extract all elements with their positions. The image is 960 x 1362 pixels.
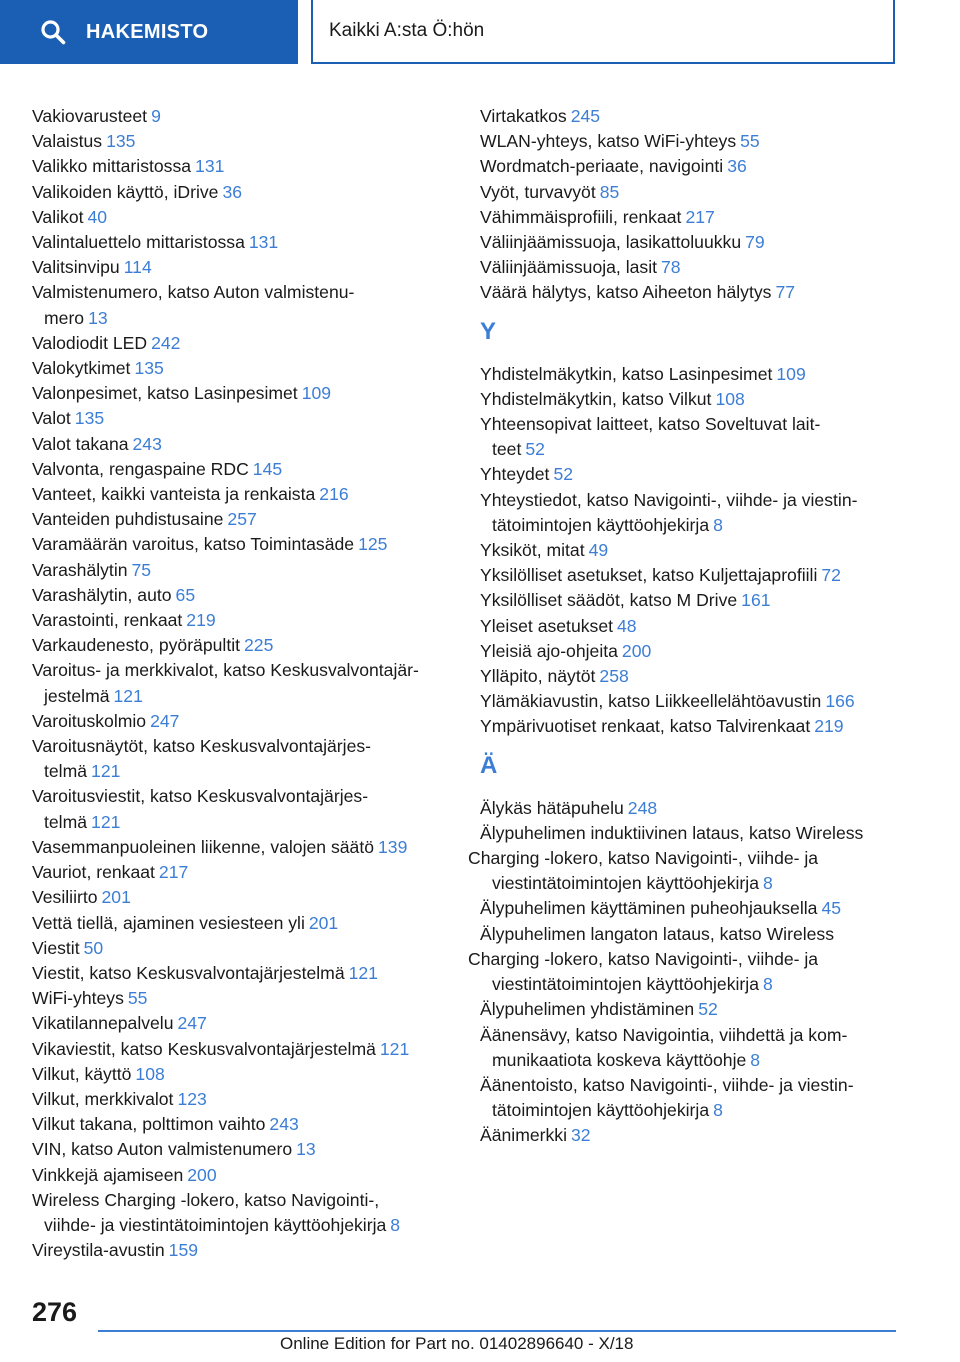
index-entry-text: Vilkut, merkkivalot (32, 1088, 174, 1109)
page-link[interactable]: 257 (227, 509, 257, 530)
index-entry (32, 1037, 462, 1062)
index-entry-text: tätoimintojen käyttöohjekirja (492, 514, 710, 535)
page-link[interactable]: 201 (101, 887, 131, 908)
index-entry (32, 608, 462, 633)
page-link[interactable]: 109 (776, 363, 806, 384)
page-link[interactable]: 13 (296, 1139, 316, 1160)
index-entry (32, 104, 462, 129)
index-entry (480, 588, 900, 613)
page-link[interactable]: 121 (91, 761, 121, 782)
page-link[interactable]: 52 (553, 464, 574, 485)
page-link[interactable]: 248 (627, 797, 658, 818)
index-entry (32, 129, 462, 154)
page-link[interactable]: 121 (379, 1038, 410, 1059)
index-entry (480, 205, 900, 230)
page-link[interactable]: 108 (135, 1063, 165, 1084)
index-entry (32, 532, 462, 557)
page-link[interactable]: 52 (698, 999, 718, 1020)
index-entry (480, 1098, 900, 1123)
index-entry-text: Valintaluettelo mittaristossa (32, 232, 245, 253)
index-entry (480, 362, 900, 387)
index-entry (32, 205, 462, 230)
page-link[interactable]: 49 (588, 540, 609, 561)
page-number: 276 (32, 1297, 78, 1327)
index-entry (480, 563, 900, 588)
index-entry-text: Vauriot, renkaat (32, 862, 155, 883)
page-link[interactable]: 219 (814, 716, 844, 737)
page-link[interactable]: 166 (825, 691, 855, 712)
index-entry-text: Valonpesimet, katso Lasinpesimet (32, 383, 298, 404)
page-link[interactable]: 78 (661, 257, 681, 278)
page-link[interactable]: 121 (348, 962, 378, 983)
index-entry-text: Yksilölliset asetukset, katso Kuljettajaprofiili (480, 565, 818, 586)
index-entry-text: Ylämäkiavustin, katso Liikkeellelähtöavustin (480, 691, 822, 712)
page-link[interactable]: 135 (106, 131, 136, 152)
page-link[interactable]: 216 (319, 484, 349, 505)
index-entry-text: Valot (32, 408, 71, 429)
page-link[interactable]: 8 (713, 1100, 723, 1121)
page-link[interactable]: 55 (740, 131, 760, 152)
index-entry (32, 633, 462, 658)
page-link[interactable]: 201 (308, 912, 339, 933)
index-column-right (468, 104, 900, 1149)
page-link[interactable]: 217 (685, 206, 715, 227)
page-link[interactable]: 145 (252, 458, 283, 479)
page-link[interactable]: 109 (301, 383, 332, 404)
index-entry-text: Vasemmanpuoleinen liikenne, valojen säätö (32, 836, 374, 857)
index-entry (32, 1011, 462, 1036)
index-entry-text: Älypuhelimen yhdistäminen (480, 999, 695, 1020)
page-link[interactable]: 161 (741, 590, 771, 611)
index-entry (32, 255, 462, 280)
index-entry (32, 381, 462, 406)
page-link[interactable]: 114 (123, 257, 152, 278)
index-entry-text: Vikaviestit, katso Keskusvalvontajärjestelmä (32, 1038, 376, 1059)
index-entry-text: Äänimerkki (480, 1125, 568, 1146)
index-entry-text: Valikko mittaristossa (32, 156, 192, 177)
index-entry (480, 387, 900, 412)
index-entry (32, 911, 462, 936)
page-link[interactable]: 50 (83, 937, 104, 958)
page-link[interactable]: 8 (713, 514, 723, 535)
page-link[interactable]: 135 (134, 358, 164, 379)
index-entry-line: Yhteensopivat laitteet, katso Soveltuvat lait‐ (480, 414, 821, 435)
index-entry-text: Valaistus (32, 131, 103, 152)
index-entry-text: tätoimintojen käyttöohjekirja (492, 1100, 710, 1121)
page-link[interactable]: 75 (131, 559, 152, 580)
page-link[interactable]: 72 (821, 565, 841, 586)
index-entry (480, 639, 900, 664)
index-entry-text: Yleisiä ajo-ohjeita (480, 640, 618, 661)
index-entry-text: Varkaudenesto, pyöräpultit (32, 635, 240, 656)
index-entry (480, 104, 900, 129)
index-entry (32, 306, 462, 331)
index-entry-text: Wordmatch-periaate, navigointi (480, 156, 724, 177)
index-entry (32, 860, 462, 885)
index-entry (480, 255, 900, 280)
index-entry (480, 972, 900, 997)
index-entry-text: Ylläpito, näytöt (480, 666, 596, 687)
index-entry-text: Varashälytin (32, 559, 128, 580)
index-entry (32, 1062, 462, 1087)
index-entry-text: telmä (44, 811, 88, 832)
index-entry-text: Vettä tiellä, ajaminen vesiesteen yli (32, 912, 305, 933)
index-entry-line: Valmistenumero, katso Auton valmistenu‐ (32, 282, 355, 303)
index-entry (480, 796, 900, 821)
index-entry (32, 356, 462, 381)
index-entry (32, 1238, 462, 1263)
index-entry-line: Varoitus- ja merkkivalot, katso Keskusvalvontajär‐ (32, 660, 419, 681)
index-entry-text: WiFi-yhteys (32, 988, 124, 1009)
index-entry (32, 759, 462, 784)
index-entry (480, 997, 900, 1022)
index-entry (32, 1112, 462, 1137)
page-link[interactable]: 125 (358, 534, 388, 555)
index-entry (32, 583, 462, 608)
index-entry-text: WLAN-yhteys, katso WiFi-yhteys (480, 131, 737, 152)
page-link[interactable]: 225 (244, 635, 274, 656)
index-entry-text: Vikatilannepalvelu (32, 1013, 174, 1034)
index-entry-text: Yhdistelmäkytkin, katso Vilkut (480, 388, 712, 409)
page-link[interactable]: 139 (378, 836, 408, 857)
index-entry-text: teet (492, 439, 522, 460)
page-link[interactable]: 8 (750, 1049, 761, 1070)
index-entry-text: munikaatiota koskeva käyttöohje (492, 1049, 747, 1070)
page-link[interactable]: 77 (775, 282, 796, 303)
page-link[interactable]: 108 (715, 388, 745, 409)
index-entry-text: Vyöt, turvavyöt (480, 181, 596, 202)
index-entry-text: Yksilölliset säädöt, katso M Drive (480, 590, 738, 611)
page-link[interactable]: 8 (390, 1214, 401, 1235)
index-entry-text: telmä (44, 761, 88, 782)
index-entry-line: Äänensävy, katso Navigointia, viihdettä ja kom‐ (480, 1024, 848, 1045)
page-link[interactable]: 32 (571, 1125, 591, 1146)
index-entry (32, 835, 462, 860)
page-link[interactable]: 131 (248, 232, 279, 253)
search-icon (40, 19, 66, 45)
page-link[interactable]: 247 (150, 710, 180, 731)
page-link[interactable]: 85 (599, 181, 620, 202)
index-entry (32, 230, 462, 255)
page-link[interactable]: 48 (617, 615, 637, 636)
index-entry (32, 507, 462, 532)
footer-edition: Online Edition for Part no. 01402896640 - X/18 (280, 1334, 634, 1353)
index-entry-text: Vilkut, käyttö (32, 1063, 132, 1084)
page-link[interactable]: 121 (91, 811, 121, 832)
index-entry (480, 614, 900, 639)
index-entry-text: Yhteydet (480, 464, 550, 485)
index-entry-text: Väärä hälytys, katso Aiheeton hälytys (480, 282, 772, 303)
index-entry (32, 1213, 462, 1238)
page-link[interactable]: 45 (821, 898, 842, 919)
page-link[interactable]: 52 (525, 439, 545, 460)
index-entry (480, 689, 900, 714)
page-link[interactable]: 243 (269, 1114, 299, 1135)
index-entry-text: Varastointi, renkaat (32, 610, 183, 631)
page-link[interactable]: 79 (745, 232, 765, 253)
index-tab[interactable] (0, 0, 298, 64)
index-entry-text: Valikoiden käyttö, iDrive (32, 181, 219, 202)
index-entry (480, 1123, 900, 1148)
index-entry (480, 896, 900, 921)
index-entry-text: Vilkut takana, polttimon vaihto (32, 1114, 266, 1135)
index-entry (480, 280, 900, 305)
index-entry-text: jestelmä (44, 685, 110, 706)
page-link[interactable]: 13 (88, 307, 108, 328)
index-entry-line: Charging -lokero, katso Navigointi-, viihde- ja (468, 848, 819, 869)
index-entry-text: Valitsinvipu (32, 257, 120, 278)
index-entry-line: Varoitusnäytöt, katso Keskusvalvontajärjes‐ (32, 736, 372, 757)
index-entry-text: Valodiodit LED (32, 332, 148, 353)
page-link[interactable]: 36 (727, 156, 747, 177)
index-entry (480, 871, 900, 896)
page-link[interactable]: 123 (177, 1088, 207, 1109)
index-entry-text: VIN, katso Auton valmistenumero (32, 1139, 293, 1160)
index-entry (32, 432, 462, 457)
index-entry-text: Virtakatkos (480, 106, 567, 126)
index-entry-text: Valvonta, rengaspaine RDC (32, 458, 249, 479)
page-link[interactable]: 245 (570, 106, 601, 126)
index-entry (32, 684, 462, 709)
page-link[interactable]: 247 (177, 1013, 207, 1034)
page-link[interactable]: 258 (599, 666, 629, 687)
index-entry-text: Älypuhelimen käyttäminen puheohjauksella (480, 898, 818, 919)
index-entry-text: Vanteet, kaikki vanteista ja renkaista (32, 484, 316, 505)
index-entry-text: Varoituskolmio (32, 710, 147, 731)
index-entry (480, 180, 900, 205)
footer-divider (98, 1330, 896, 1332)
index-entry-text: Väliinjäämissuoja, lasikattoluukku (480, 232, 742, 253)
index-entry-text: Vähimmäisprofiili, renkaat (480, 206, 682, 227)
index-column-left (32, 104, 462, 1263)
index-entry-text: Viestit, katso Keskusvalvontajärjestelmä (32, 962, 345, 983)
index-entry (32, 986, 462, 1011)
index-tab-label: HAKEMISTO (86, 20, 209, 43)
page-link[interactable]: 159 (168, 1240, 199, 1261)
index-entry (32, 885, 462, 910)
index-letter-heading: Ä (480, 751, 498, 779)
index-entry (480, 154, 900, 179)
index-entry-text: mero (44, 307, 85, 328)
index-entry (480, 538, 900, 563)
index-entry-text: viestintätoimintojen käyttöohjekirja (492, 873, 759, 894)
page-link[interactable]: 65 (175, 584, 196, 605)
index-entry-text: viestintätoimintojen käyttöohjekirja (492, 974, 759, 995)
page-link[interactable]: 9 (151, 106, 161, 126)
index-entry-line: Varoitusviestit, katso Keskusvalvontajärjes‐ (32, 786, 369, 807)
page-link[interactable]: 55 (127, 988, 148, 1009)
index-entry-text: Ympärivuotiset renkaat, katso Talvirenkaat (480, 716, 811, 737)
index-entry (480, 437, 900, 462)
index-entry-text: Vakiovarusteet (32, 106, 148, 126)
page-link[interactable]: 8 (762, 974, 773, 995)
index-entry-text: Vanteiden puhdistusaine (32, 509, 224, 530)
index-entry (480, 664, 900, 689)
index-entry (32, 1137, 462, 1162)
index-entry (480, 462, 900, 487)
index-entry (32, 1087, 462, 1112)
index-entry-text: viihde- ja viestintätoimintojen käyttöohjekirja (44, 1214, 387, 1235)
page-link[interactable]: 8 (762, 873, 773, 894)
index-entry-text: Valot takana (32, 433, 129, 454)
page-link[interactable]: 200 (621, 640, 652, 661)
page-link[interactable]: 219 (186, 610, 216, 631)
page-link[interactable]: 217 (158, 862, 189, 883)
index-entry (32, 1163, 462, 1188)
index-entry-text: Yleiset asetukset (480, 615, 614, 636)
index-entry (32, 331, 462, 356)
index-entry (32, 406, 462, 431)
index-entry (480, 129, 900, 154)
page-link[interactable]: 135 (74, 408, 105, 429)
index-entry-text: Valokytkimet (32, 358, 131, 379)
index-entry-text: Valikot (32, 206, 84, 227)
index-entry-line: Charging -lokero, katso Navigointi-, viihde- ja (468, 948, 819, 969)
index-letter-heading: Y (480, 317, 497, 345)
page-link[interactable]: 40 (87, 206, 108, 227)
index-entry (32, 558, 462, 583)
index-entry-line: Wireless Charging -lokero, katso Navigointi-, (32, 1189, 380, 1210)
index-entry-text: Viestit (32, 937, 80, 958)
index-entry-line: Äänentoisto, katso Navigointi-, viihde- ja viestin‐ (480, 1074, 854, 1095)
index-entry-line: Älypuhelimen langaton lataus, katso Wireless (480, 923, 835, 944)
index-entry-text: Yhdistelmäkytkin, katso Lasinpesimet (480, 363, 773, 384)
index-entry (32, 961, 462, 986)
index-entry (32, 180, 462, 205)
index-entry (480, 230, 900, 255)
index-entry-text: Väliinjäämissuoja, lasit (480, 257, 657, 278)
index-entry-text: Vesiliirto (32, 887, 98, 908)
index-entry-text: Yksiköt, mitat (480, 540, 585, 561)
index-entry-text: Vinkkejä ajamiseen (32, 1164, 184, 1185)
index-entry (480, 1048, 900, 1073)
page-link[interactable]: 243 (132, 433, 162, 454)
index-entry (32, 810, 462, 835)
index-entry (480, 714, 900, 739)
index-entry (32, 936, 462, 961)
index-entry-text: Vireystila-avustin (32, 1240, 165, 1261)
index-entry (480, 513, 900, 538)
page-link[interactable]: 200 (187, 1164, 217, 1185)
page-link[interactable]: 36 (222, 181, 243, 202)
page-link[interactable]: 242 (151, 332, 181, 353)
index-entry-text: Varashälytin, auto (32, 584, 172, 605)
index-entry-line: Älypuhelimen induktiivinen lataus, katso Wireless (480, 822, 864, 843)
page-link[interactable]: 131 (195, 156, 225, 177)
index-entry (32, 154, 462, 179)
index-entry (32, 709, 462, 734)
index-entry-text: Älykäs hätäpuhelu (480, 797, 624, 818)
section-title: Kaikki A:sta Ö:hön (311, 0, 895, 64)
index-entry (32, 457, 462, 482)
index-entry (32, 482, 462, 507)
page-link[interactable]: 121 (113, 685, 143, 706)
index-entry-text: Varamäärän varoitus, katso Toimintasäde (32, 534, 355, 555)
index-entry-line: Yhteystiedot, katso Navigointi-, viihde- ja viestin‐ (480, 489, 858, 510)
